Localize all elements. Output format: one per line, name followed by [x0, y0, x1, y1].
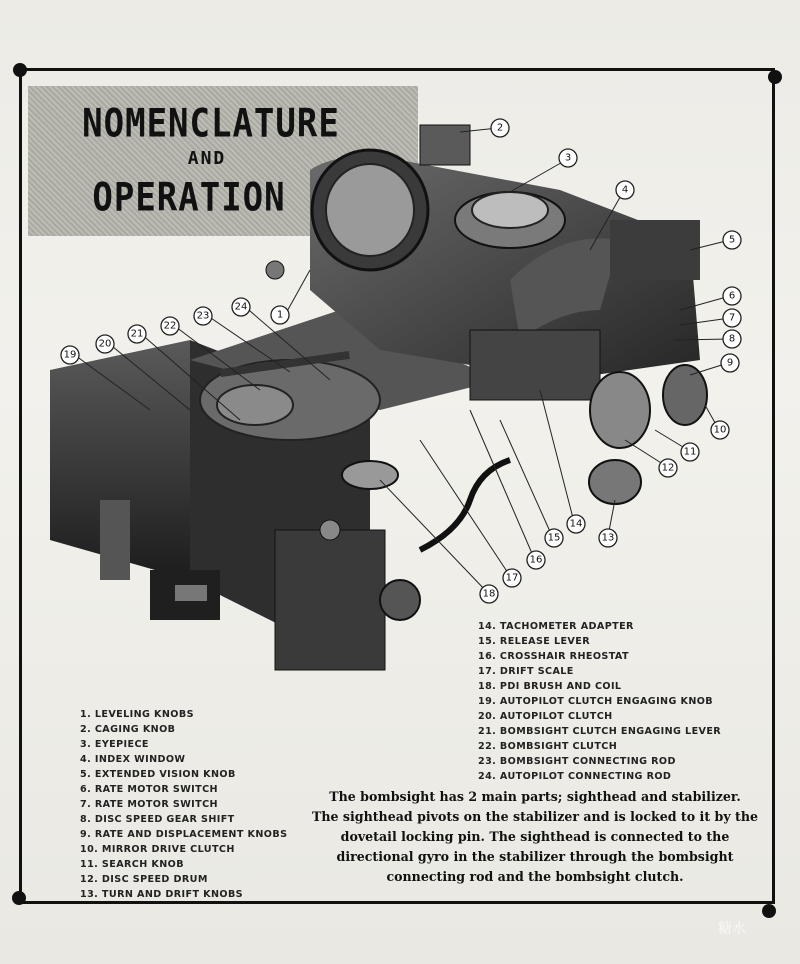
callout-number: 9 — [726, 357, 734, 369]
legend-item: 14. TACHOMETER ADAPTER — [478, 621, 634, 632]
callout-number: 16 — [529, 554, 543, 566]
title-line-1: NOMENCLATURE — [82, 101, 340, 147]
caption-line: directional gyro in the stabilizer through the bombsight — [336, 849, 734, 864]
legend-item: 8. DISC SPEED GEAR SHIFT — [80, 814, 235, 825]
legend-item: 10. MIRROR DRIVE CLUTCH — [80, 844, 235, 855]
legend-item: 6. RATE MOTOR SWITCH — [80, 784, 218, 795]
parts-legend-left — [80, 707, 287, 902]
callout-number: 20 — [98, 338, 112, 350]
callout-number: 10 — [713, 424, 727, 436]
callout-number: 13 — [601, 532, 615, 544]
legend-item: 5. EXTENDED VISION KNOB — [80, 769, 236, 780]
corner-pin — [768, 70, 782, 84]
legend-item: 23. BOMBSIGHT CONNECTING ROD — [478, 756, 676, 767]
callout-number: 22 — [163, 320, 177, 332]
callout-number: 15 — [547, 532, 561, 544]
callout-number: 6 — [728, 290, 736, 302]
legend-item: 19. AUTOPILOT CLUTCH ENGAGING KNOB — [478, 696, 714, 707]
callout-number: 19 — [63, 349, 77, 361]
legend-item: 24. AUTOPILOT CONNECTING ROD — [478, 771, 672, 782]
legend-item: 15. RELEASE LEVER — [478, 636, 591, 647]
legend-item: 16. CROSSHAIR RHEOSTAT — [478, 651, 629, 662]
caption-line: connecting rod and the bombsight clutch. — [386, 869, 684, 884]
callout-number: 11 — [683, 446, 697, 458]
callout-number: 24 — [234, 301, 248, 313]
caption-line: The bombsight has 2 main parts; sighthead and stabilizer. — [329, 789, 741, 804]
legend-item: 20. AUTOPILOT CLUTCH — [478, 711, 613, 722]
callout-number: 2 — [496, 122, 504, 134]
legend-item: 18. PDI BRUSH AND COIL — [478, 681, 622, 692]
legend-item: 1. LEVELING KNOBS — [80, 709, 194, 720]
watermark-text: 糖水 — [718, 921, 746, 937]
caption-line: dovetail locking pin. The sighthead is connected to the — [340, 829, 730, 844]
callout-number: 18 — [482, 588, 496, 600]
corner-pin — [12, 891, 26, 905]
parts-legend-right — [478, 619, 721, 784]
title-line-2: AND — [187, 148, 227, 169]
callout-number: 8 — [728, 333, 736, 345]
callout-number: 1 — [276, 309, 284, 321]
legend-item: 13. TURN AND DRIFT KNOBS — [80, 889, 243, 900]
bombsight-illustration — [40, 110, 770, 690]
legend-item: 2. CAGING KNOB — [80, 724, 176, 735]
legend-item: 17. DRIFT SCALE — [478, 666, 574, 677]
description-caption — [300, 787, 770, 887]
legend-item: 4. INDEX WINDOW — [80, 754, 186, 765]
callout-number: 23 — [196, 310, 210, 322]
callout-number: 14 — [569, 518, 583, 530]
corner-pin — [762, 904, 776, 918]
legend-item: 22. BOMBSIGHT CLUTCH — [478, 741, 618, 752]
callout-number: 4 — [621, 184, 629, 196]
callout-number: 12 — [661, 462, 675, 474]
caption-line: The sighthead pivots on the stabilizer and is locked to it by the — [311, 809, 759, 824]
corner-pin — [13, 63, 27, 77]
callout-number: 21 — [130, 328, 144, 340]
callout-number: 5 — [728, 234, 736, 246]
legend-item: 7. RATE MOTOR SWITCH — [80, 799, 218, 810]
callout-number: 17 — [505, 572, 519, 584]
title-line-3: OPERATION — [92, 175, 286, 221]
callout-number: 3 — [564, 152, 572, 164]
legend-item: 21. BOMBSIGHT CLUTCH ENGAGING LEVER — [478, 726, 722, 737]
legend-item: 12. DISC SPEED DRUM — [80, 874, 208, 885]
legend-item: 3. EYEPIECE — [80, 739, 149, 750]
legend-item: 9. RATE AND DISPLACEMENT KNOBS — [80, 829, 288, 840]
callout-number: 7 — [728, 312, 736, 324]
legend-item: 11. SEARCH KNOB — [80, 859, 184, 870]
